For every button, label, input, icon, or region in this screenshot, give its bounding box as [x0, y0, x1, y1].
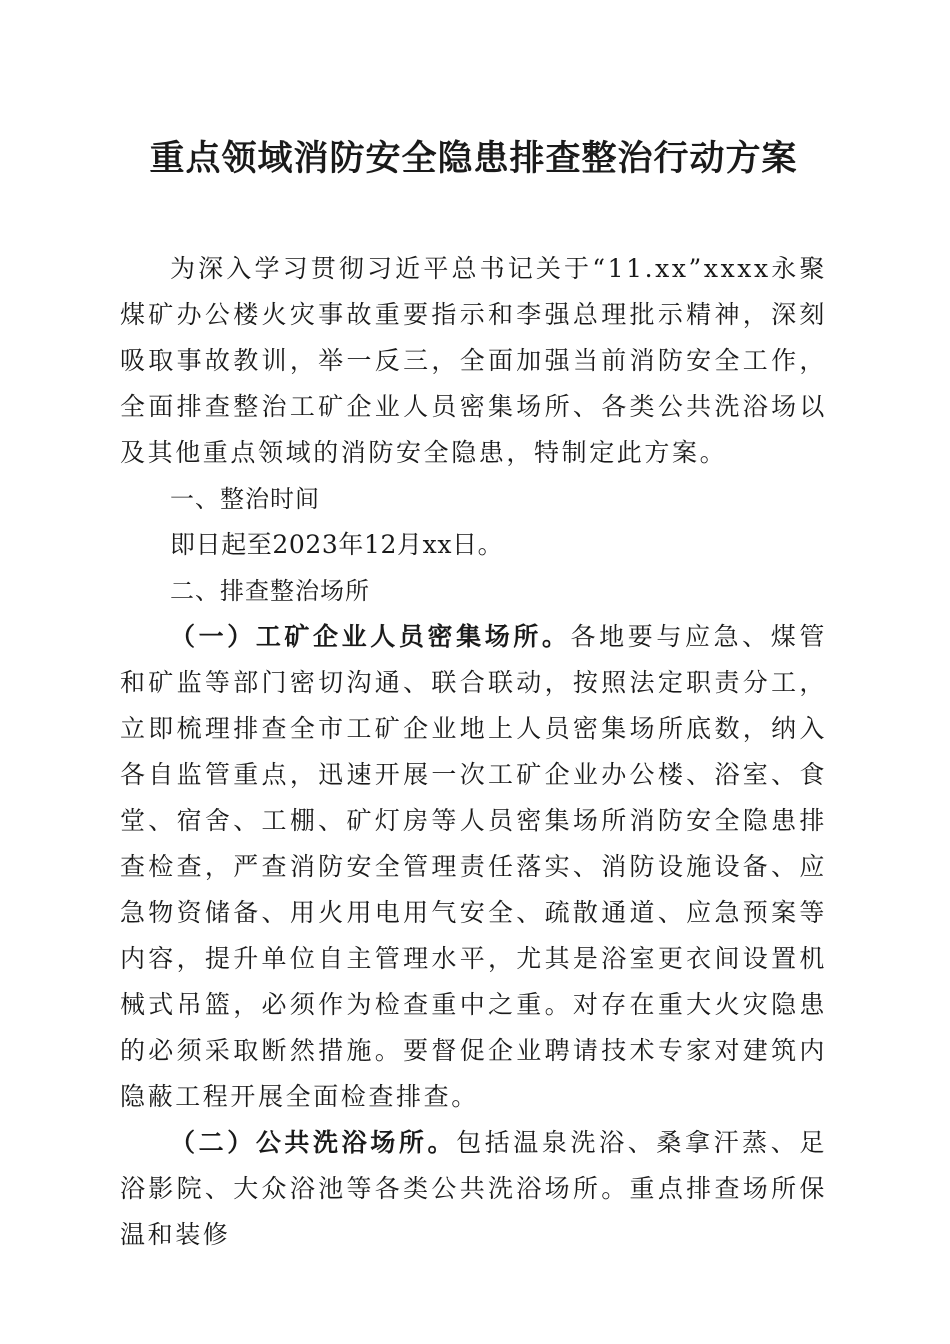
item-bathhouse-paragraph — [120, 1120, 827, 1258]
document-title: 重点领域消防安全隐患排查整治行动方案 — [149, 138, 798, 179]
item-bathhouse-label: （二）公共洗浴场所。 — [170, 1128, 457, 1157]
section-time-body: 即日起至2023年12月xx日。 — [170, 530, 504, 559]
section-heading-places: 二、排查整治场所 — [170, 577, 370, 605]
document-page — [120, 128, 827, 1258]
section-heading-time: 一、整治时间 — [170, 485, 320, 513]
item-industrial-label: （一）工矿企业人员密集场所。 — [170, 622, 571, 651]
intro-paragraph: 为深入学习贯彻习近平总书记关于“11.xx”xxxx永聚煤矿办公楼火灾事故重要指示和李强总理批示精神，深刻吸取事故教训，举一反三，全面加强当前消防安全工作，全面排查整治工矿企业人员密集场所、各类公共洗浴场以及其他重点领域的消防安全隐患，特制定此方案。 — [120, 254, 827, 467]
item-bathhouse-body: 包括温泉洗浴、桑拿汗蒸、足浴影院、大众浴池等各类公共洗浴场所。重点排查场所保温和装修 — [120, 1128, 827, 1249]
item-industrial-paragraph — [120, 614, 827, 1120]
item-industrial-body: 各地要与应急、煤管和矿监等部门密切沟通、联合联动，按照法定职责分工，立即梳理排查全市工矿企业地上人员密集场所底数，纳入各自监管重点，迅速开展一次工矿企业办公楼、浴室、食堂、宿舍、工棚、矿灯房等人员密集场所消防安全隐患排查检查，严查消防安全管理责任落实、消防设施设备、应急物资储备、用火用电用气安全、疏散通道、应急预案等内容，提升单位自主管理水平，尤其是浴室更衣间设置机械式吊篮，必须作为检查重中之重。对存在重大火灾隐患的必须采取断然措施。要督促企业聘请技术专家对建筑内隐蔽工程开展全面检查排查。 — [120, 622, 828, 1111]
